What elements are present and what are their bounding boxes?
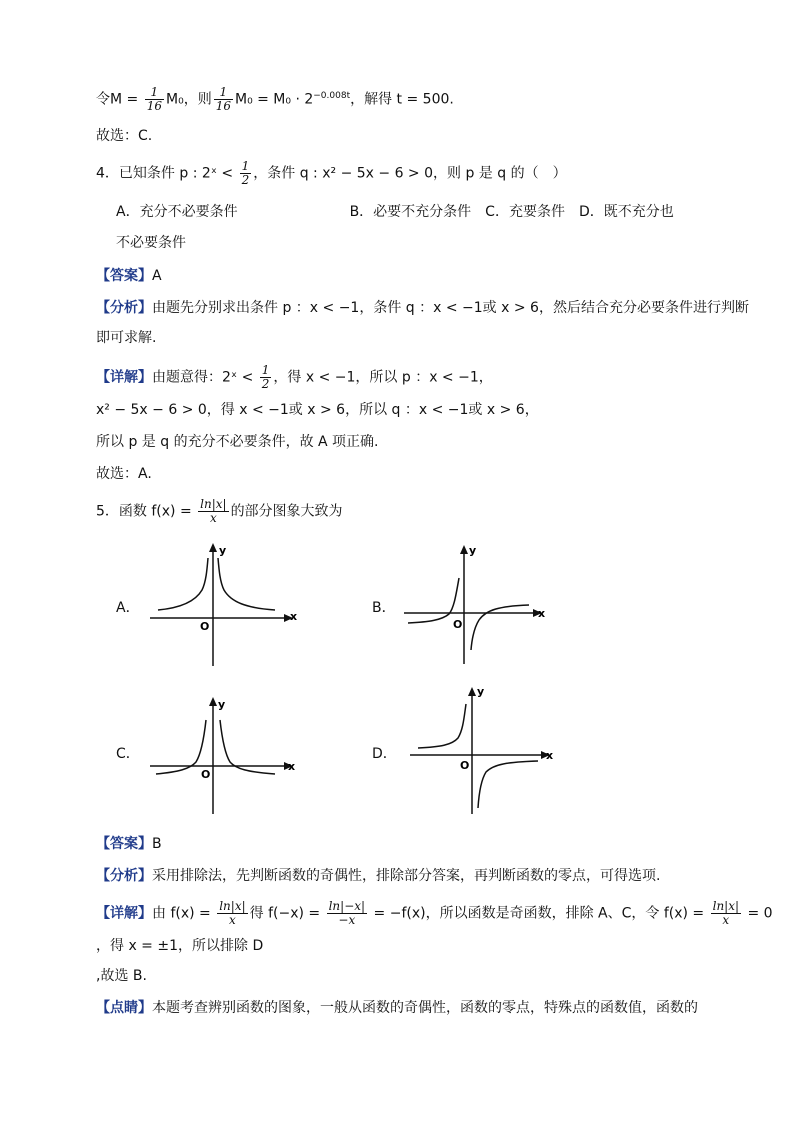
detail-5-line-2: ，得 x = ±1，所以排除 D (96, 938, 264, 954)
detail-4 (96, 364, 493, 391)
x-axis-label: x (546, 749, 554, 762)
fraction (145, 86, 164, 113)
text: 由题意得：2ˣ < (152, 369, 258, 386)
frac-den: 2 (261, 377, 270, 391)
origin-label: O (201, 768, 211, 781)
origin-label: O (460, 759, 470, 772)
note-text: 本题考查辨别函数的图象，一般从函数的奇偶性，函数的零点，特殊点的函数值，函数的 (152, 1000, 698, 1016)
frac-num: ln|x| (200, 497, 227, 511)
frac-num: 1 (261, 363, 270, 377)
frac-den: 16 (215, 99, 231, 114)
frac-den: x (209, 511, 217, 525)
text: 的部分图象大致为 (230, 503, 343, 520)
frac-den: x (722, 913, 730, 927)
detail-tag: 【详解】 (96, 905, 152, 922)
answer-tag: 【答案】 (96, 268, 152, 284)
text: 由 f(x) = (152, 905, 216, 922)
x-axis-label: x (290, 610, 298, 623)
frac-num: ln|−x| (328, 899, 366, 913)
origin-label: O (200, 620, 210, 633)
question-5 (96, 498, 343, 525)
question-4-options-cont: 不必要条件 (116, 235, 186, 251)
origin-label: O (453, 618, 463, 631)
detail-4-line-3: 所以 p 是 q 的充分不必要条件，故 A 项正确. (96, 434, 379, 450)
answer-5 (96, 834, 162, 854)
option-c-label: C． (116, 746, 140, 762)
analysis-text: 由题先分别求出条件 p ：x < −1，条件 q ：x < −1或 x > 6，然后结合充分必要条件进行判断 (152, 300, 749, 316)
fraction (214, 86, 233, 113)
detail-5-line-3: ,故选 B. (96, 968, 147, 984)
text: 5．函数 f(x) = (96, 503, 197, 520)
note-tag: 【点睛】 (96, 1000, 152, 1016)
frac-den: x (229, 913, 236, 927)
fraction (711, 900, 741, 927)
option-d-label: D． (372, 746, 397, 762)
frac-num: ln|x| (712, 899, 740, 913)
text: M₀ = M₀ · 2 (234, 91, 314, 108)
frac-den: −x (338, 913, 356, 927)
frac-num: 1 (214, 86, 233, 100)
option-b-label: B． (372, 600, 396, 616)
text: ，解得 t = 500. (350, 91, 454, 108)
text: = 0 (743, 905, 773, 922)
text: 令M = (96, 91, 143, 108)
answer-value: B (152, 836, 162, 852)
text: 4．已知条件 p : 2ˣ < (96, 165, 238, 182)
frac-den: 2 (241, 173, 250, 187)
text: ，得 x < −1，所以 p ：x < −1， (273, 369, 493, 386)
graph-option-d (410, 680, 560, 820)
y-axis-label: y (477, 685, 485, 698)
analysis-4 (96, 298, 749, 318)
y-axis-label: y (469, 544, 477, 557)
frac-num: 1 (145, 86, 164, 100)
detail-4-line-4: 故选：A. (96, 466, 152, 482)
x-axis-label: x (538, 607, 546, 620)
text: = −f(x)，所以函数是奇函数，排除 A、C，令 f(x) = (369, 905, 709, 922)
answer-value: A (152, 268, 162, 284)
graph-option-c (150, 690, 300, 820)
graph-option-b (404, 540, 554, 670)
fraction (240, 160, 252, 187)
question-4-options: A．充分不必要条件 B．必要不充分条件 C．充要条件 D．既不充分也 (116, 204, 674, 220)
analysis-4-cont: 即可求解. (96, 330, 157, 346)
frac-num: ln|x| (219, 899, 246, 913)
solution-line-2: 故选：C. (96, 128, 153, 144)
fraction (260, 364, 272, 391)
detail-4-line-2: x² − 5x − 6 > 0，得 x < −1或 x > 6，所以 q ：x < −1或 x > 6， (96, 402, 539, 418)
x-axis-label: x (288, 760, 296, 773)
answer-tag: 【答案】 (96, 836, 152, 852)
exponent: −0.008t (313, 91, 351, 101)
detail-tag: 【详解】 (96, 369, 152, 386)
analysis-text: 采用排除法，先判断函数的奇偶性，排除部分答案，再判断函数的零点，可得选项. (152, 868, 661, 884)
solution-line-1 (96, 86, 454, 113)
detail-5 (96, 900, 773, 927)
fraction (327, 900, 367, 927)
option-a-label: A． (116, 600, 140, 616)
y-axis-label: y (219, 544, 227, 557)
y-axis-label: y (218, 698, 226, 711)
analysis-5 (96, 866, 660, 886)
note-5 (96, 998, 698, 1018)
graph-option-a (150, 540, 300, 670)
frac-num: 1 (241, 159, 250, 173)
frac-den: 16 (146, 99, 162, 114)
fraction (217, 900, 247, 927)
text: 得 f(−x) = (249, 905, 325, 922)
analysis-tag: 【分析】 (96, 868, 152, 884)
answer-4 (96, 266, 162, 286)
text: M₀，则 (166, 91, 212, 108)
question-4 (96, 160, 567, 187)
text: ，条件 q : x² − 5x − 6 > 0，则 p 是 q 的（ ） (253, 165, 567, 182)
analysis-tag: 【分析】 (96, 300, 152, 316)
fraction (198, 498, 228, 525)
